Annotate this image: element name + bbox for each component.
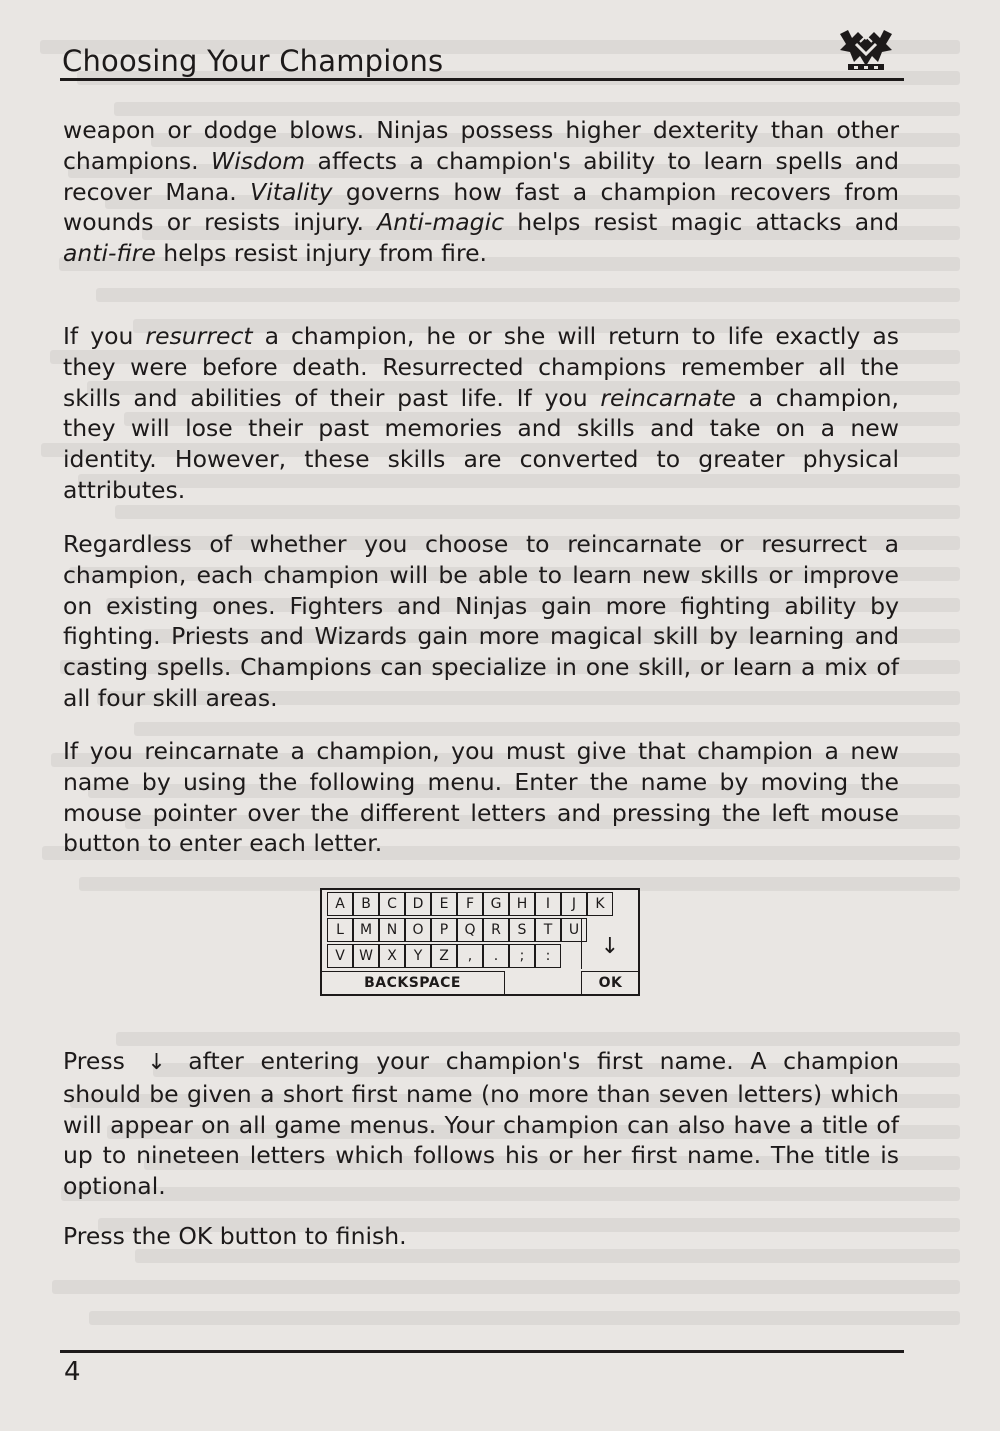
key-o[interactable]: O [405,918,431,942]
text-run: affects a champion's ability to learn spells and recover Mana. [63,146,899,206]
footer-rule [60,1350,904,1353]
key-a[interactable]: A [327,892,353,916]
bleed-through-line [96,288,960,302]
text-run: after entering your champion's first name. A champion should be given a short first name (no more than seven letters) which will appear on all game menus. Your champion can also have a title of up to nineteen letters which follows his or her first name. The title is optional. [63,1047,899,1201]
text-run: a champion, he or she will return to life exactly as they were before death. Resurrected champions remember all the skills and abilities of their past life. If you [63,322,899,412]
text-run: helps resist injury from fire. [155,239,488,268]
key-p[interactable]: P [431,918,457,942]
key-v[interactable]: V [327,944,353,968]
key-punct-5[interactable]: , [457,944,483,968]
down-arrow-icon: ↓ [147,1050,166,1075]
text-run: a champion, they will lose their past memories and skills and take on a new identity. However, these skills are converted to greater physical attributes. [63,383,899,504]
bleed-through-line [52,1280,960,1294]
term-wisdom: Wisdom [210,146,306,175]
paragraph-naming: If you reincarnate a champion, you must give that champion a new name by using the following menu. Enter the name by moving the mouse pointer over the different letters and pressing the left mouse button to enter each letter. [63,737,899,858]
ok-button[interactable]: OK [581,971,640,996]
text-run: If you [63,322,146,350]
key-u[interactable]: U [561,918,587,942]
key-y[interactable]: Y [405,944,431,968]
key-b[interactable]: B [353,892,379,916]
bleed-through-line [116,1032,960,1046]
paragraph-attributes [63,115,899,269]
key-l[interactable]: L [327,918,353,942]
key-e[interactable]: E [431,892,457,916]
paragraph-skills: Regardless of whether you choose to reincarnate or resurrect a champion, each champion will be able to learn new skills or improve on existing ones. Fighters and Ninjas gain more fighting ability by fighting. Priests and Wizards gain more magical skill by learning and casting spells. Champions can specialize in one skill, or learn a mix of all four skill areas. [63,530,899,712]
text-run: helps resist magic attacks and [504,208,899,237]
key-punct-6[interactable]: . [483,944,509,968]
term-resurrect: resurrect [145,322,253,350]
enter-arrow-button[interactable]: ↓ [581,918,638,969]
header-rule [60,78,904,81]
key-s[interactable]: S [509,918,535,942]
key-f[interactable]: F [457,892,483,916]
key-r[interactable]: R [483,918,509,942]
bleed-through-line [89,1311,960,1325]
term-anti-fire: anti-fire [63,239,156,268]
term-reincarnate: reincarnate [600,383,736,412]
key-d[interactable]: D [405,892,431,916]
dungeon-master-logo-icon [838,28,894,74]
key-w[interactable]: W [353,944,379,968]
term-anti-magic: Anti-magic [377,208,505,237]
text-run: governs how fast a champion recovers from wounds or resists injury. [63,177,899,237]
bleed-through-line [114,102,960,116]
key-h[interactable]: H [509,892,535,916]
backspace-button[interactable]: BACKSPACE [320,971,505,996]
key-q[interactable]: Q [457,918,483,942]
key-i[interactable]: I [535,892,561,916]
key-m[interactable]: M [353,918,379,942]
key-x[interactable]: X [379,944,405,968]
text-run: weapon or dodge blows. Ninjas possess higher dexterity than other champions. [63,116,899,175]
key-n[interactable]: N [379,918,405,942]
page-number: 4 [64,1357,81,1387]
bleed-through-line [115,505,960,519]
page-title: Choosing Your Champions [62,44,444,78]
bleed-through-line [134,722,960,736]
paragraph-resurrect-reincarnate [63,321,899,506]
key-k[interactable]: K [587,892,613,916]
text-run: Press [63,1047,142,1075]
term-vitality: Vitality [250,177,333,206]
paragraph-ok: Press the OK button to finish. [63,1222,407,1250]
key-t[interactable]: T [535,918,561,942]
key-punct-8[interactable]: : [535,944,561,968]
key-g[interactable]: G [483,892,509,916]
paragraph-first-name [63,1046,899,1202]
key-z[interactable]: Z [431,944,457,968]
key-punct-7[interactable]: ; [509,944,535,968]
key-c[interactable]: C [379,892,405,916]
key-j[interactable]: J [561,892,587,916]
